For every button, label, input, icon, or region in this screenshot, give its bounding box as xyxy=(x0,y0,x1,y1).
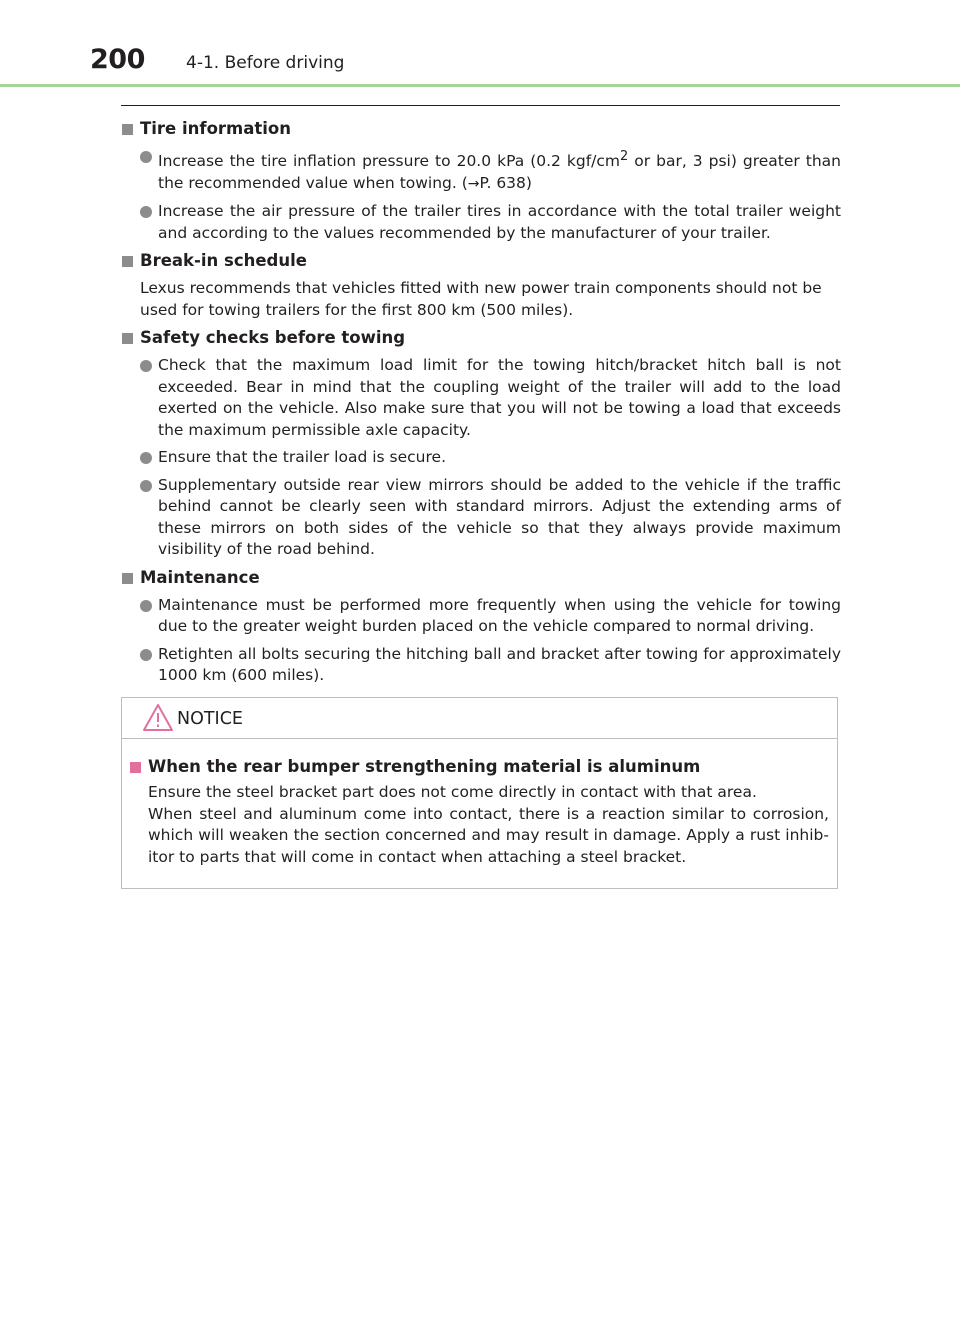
safety-checks-title: Safety checks before towing xyxy=(140,328,406,348)
circle-bullet-icon xyxy=(140,452,152,464)
notice-body xyxy=(129,756,829,868)
square-bullet-icon xyxy=(122,256,133,267)
content-top-rule xyxy=(121,105,840,106)
safety-bullet-2 xyxy=(121,447,841,469)
warning-triangle-icon xyxy=(142,703,174,732)
safety-bullet-3-text: Supplementary outside rear view mirrors should be added to the vehicle if the traffic behind cannot be clearly seen with standard mirrors. Adjust the extending arms of these mirrors on both sides of the vehicle so that they always provide maximum visibility of the road behind. xyxy=(158,475,841,559)
notice-box xyxy=(121,697,838,889)
notice-text-line-2: When steel and aluminum come into contact, there is a reaction similar to corrosion, which will weaken the section concerned and may result in damage. Apply a rust inhib-itor to parts that will come in contact when attaching a steel bracket. xyxy=(148,804,829,866)
maintenance-bullet-2-text: Retighten all bolts securing the hitching ball and bracket after towing for approximately 1000 km (600 miles). xyxy=(158,644,841,685)
notice-label: NOTICE xyxy=(177,709,243,729)
square-bullet-icon xyxy=(122,333,133,344)
maintenance-heading xyxy=(121,567,841,589)
tire-bullet-1-post: or bar, 3 psi) greater than the recommended value when towing. ( xyxy=(158,152,841,192)
page-number: 200 xyxy=(90,44,145,75)
notice-header xyxy=(122,698,837,739)
tire-bullet-2-text: Increase the air pressure of the trailer tires in accordance with the total trailer weight and according to the values recommended by the manufacturer of your trailer. xyxy=(158,202,841,242)
header-rule xyxy=(0,84,960,87)
circle-bullet-icon xyxy=(140,151,152,163)
notice-section-title: When the rear bumper strengthening material is aluminum xyxy=(148,757,701,776)
square-bullet-icon xyxy=(122,124,133,135)
page-reference-link[interactable]: P. 638) xyxy=(479,173,532,192)
square-bullet-icon xyxy=(122,573,133,584)
circle-bullet-icon xyxy=(140,206,152,218)
maintenance-bullet-2 xyxy=(121,644,841,687)
tire-bullet-1-pre: Increase the tire inflation pressure to 20.0 kPa (0.2 kgf/cm xyxy=(158,152,621,171)
notice-section-heading xyxy=(129,756,829,778)
circle-bullet-icon xyxy=(140,360,152,372)
safety-bullet-1 xyxy=(121,355,841,441)
tire-bullet-2 xyxy=(121,201,841,244)
maintenance-bullet-1-text: Maintenance must be performed more frequently when using the vehicle for towing due to the greater weight burden placed on the vehicle compared to normal driving. xyxy=(158,595,841,636)
tire-information-heading xyxy=(121,118,841,140)
tire-information-title: Tire information xyxy=(140,119,291,138)
maintenance-bullet-1 xyxy=(121,595,841,638)
square-bullet-icon xyxy=(130,762,141,773)
circle-bullet-icon xyxy=(140,649,152,661)
circle-bullet-icon xyxy=(140,600,152,612)
maintenance-title: Maintenance xyxy=(140,567,260,587)
safety-bullet-2-text: Ensure that the trailer load is secure. xyxy=(158,448,446,467)
arrow-icon: → xyxy=(467,175,480,192)
safety-bullet-1-text: Check that the maximum load limit for the towing hitch/bracket hitch ball is not exceeded. Bear in mind that the coupling weight of the trailer will add to the load exerted on the vehicle. Also make sure that you will not be towing a load that exceeds the maximum permissible axle capacity. xyxy=(158,356,841,439)
break-in-schedule-heading xyxy=(121,250,841,272)
break-in-schedule-text: Lexus recommends that vehicles fitted with new power train components should not be used for towing trailers for the first 800 km (500 miles). xyxy=(140,279,822,319)
notice-text-line-1: Ensure the steel bracket part does not come directly in contact with that area. xyxy=(148,783,757,801)
safety-bullet-3 xyxy=(121,475,841,561)
tire-bullet-1 xyxy=(121,146,841,195)
page-header xyxy=(0,0,960,92)
safety-checks-heading xyxy=(121,327,841,349)
break-in-schedule-title: Break-in schedule xyxy=(140,251,307,271)
main-content xyxy=(121,118,841,693)
superscript-2: 2 xyxy=(620,149,629,164)
circle-bullet-icon xyxy=(140,480,152,492)
section-title: 4-1. Before driving xyxy=(186,53,345,73)
